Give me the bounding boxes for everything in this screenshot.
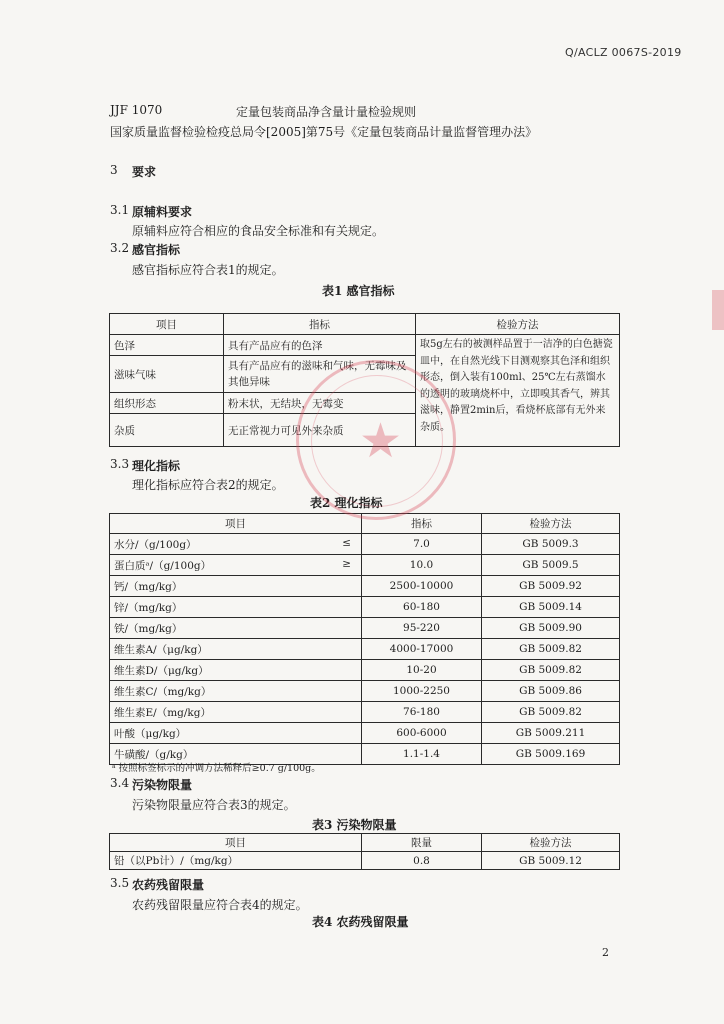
section-3-5-number: 3.5	[110, 876, 130, 890]
reference-2: 国家质量监督检验检疫总局令[2005]第75号《定量包装商品计量监督管理办法》	[110, 125, 538, 139]
row-item-label: 叶酸（μg/kg）	[114, 727, 187, 740]
row-item	[110, 702, 362, 723]
row-item	[110, 639, 362, 660]
physicochemical-table	[109, 513, 620, 765]
section-3-5-title: 农药残留限量	[132, 878, 205, 892]
row-limit: 0.8	[362, 852, 482, 870]
row-item: 杂质	[110, 414, 224, 447]
section-3-4-number: 3.4	[110, 776, 130, 790]
header-item: 项目	[110, 314, 224, 335]
section-3-number: 3	[110, 163, 118, 177]
row-comparison-symbol: ≥	[342, 557, 351, 570]
row-indicator: 1000-2250	[362, 681, 482, 702]
row-item: 铅（以Pb计）/（mg/kg）	[110, 852, 362, 870]
header-limit: 限量	[362, 834, 482, 852]
row-method: GB 5009.82	[482, 660, 620, 681]
section-3-4-body: 污染物限量应符合表3的规定。	[132, 798, 296, 812]
standard-code: Q/ACLZ 0067S-2019	[565, 46, 682, 59]
section-3-3-title: 理化指标	[132, 459, 181, 473]
row-method: GB 5009.12	[482, 852, 620, 870]
row-indicator: 600-6000	[362, 723, 482, 744]
table-row	[110, 335, 620, 356]
row-indicator: 60-180	[362, 597, 482, 618]
reference-1-code: JJF 1070	[110, 103, 163, 117]
row-comparison-symbol: ≤	[342, 536, 351, 549]
section-3-1-body: 原辅料应符合相应的食品安全标准和有关规定。	[132, 224, 385, 238]
table-row	[110, 723, 620, 744]
row-method: GB 5009.92	[482, 576, 620, 597]
table-header-row	[110, 834, 620, 852]
row-item-label: 水分/（g/100g）	[114, 538, 197, 551]
section-3-1-title: 原辅料要求	[132, 205, 193, 219]
row-method: GB 5009.14	[482, 597, 620, 618]
section-3-1-number: 3.1	[110, 203, 130, 217]
table-row	[110, 702, 620, 723]
header-indicator: 指标	[362, 514, 482, 534]
row-item-label: 维生素E/（mg/kg）	[114, 706, 212, 719]
row-method: GB 5009.82	[482, 639, 620, 660]
table-row	[110, 681, 620, 702]
reference-1-title: 定量包装商品净含量计量检验规则	[236, 105, 417, 119]
table-3-caption: 表3 污染物限量	[312, 818, 397, 832]
section-3-title: 要求	[132, 165, 157, 179]
header-item: 项目	[110, 514, 362, 534]
table-row	[110, 534, 620, 555]
row-indicator: 7.0	[362, 534, 482, 555]
header-method: 检验方法	[482, 834, 620, 852]
table-2-footnote: ᵃ 按照标签标示的冲调方法稀释后≥0.7 g/100g。	[112, 763, 321, 774]
row-indicator: 10-20	[362, 660, 482, 681]
row-indicator: 粉末状，无结块，无霉变	[224, 393, 416, 414]
row-item	[110, 555, 362, 576]
row-item	[110, 660, 362, 681]
row-indicator: 无正常视力可见外来杂质	[224, 414, 416, 447]
row-item-label: 维生素A/（μg/kg）	[114, 643, 208, 656]
table-2-caption: 表2 理化指标	[310, 496, 383, 510]
row-item-label: 蛋白质ᵃ/（g/100g）	[114, 559, 212, 572]
section-3-4-title: 污染物限量	[132, 778, 193, 792]
table-1-caption: 表1 感官指标	[322, 284, 395, 298]
row-item	[110, 723, 362, 744]
row-item	[110, 534, 362, 555]
table-row	[110, 639, 620, 660]
row-method: GB 5009.169	[482, 744, 620, 765]
row-method: GB 5009.86	[482, 681, 620, 702]
row-item	[110, 618, 362, 639]
row-indicator: 2500-10000	[362, 576, 482, 597]
edge-seal-mark	[712, 290, 724, 330]
header-indicator: 指标	[224, 314, 416, 335]
row-item: 组织形态	[110, 393, 224, 414]
section-3-2-body: 感官指标应符合表1的规定。	[132, 263, 284, 277]
row-method: GB 5009.3	[482, 534, 620, 555]
contaminant-table	[109, 833, 620, 870]
row-indicator: 4000-17000	[362, 639, 482, 660]
table-4-caption: 表4 农药残留限量	[312, 915, 409, 929]
row-item: 滋味气味	[110, 356, 224, 393]
header-method: 检验方法	[416, 314, 620, 335]
row-item	[110, 597, 362, 618]
stamp-star-icon: ★	[359, 413, 403, 469]
row-method: GB 5009.5	[482, 555, 620, 576]
page-number: 2	[602, 946, 609, 959]
section-3-3-number: 3.3	[110, 457, 130, 471]
table-row	[110, 660, 620, 681]
section-3-2-title: 感官指标	[132, 243, 181, 257]
row-indicator: 76-180	[362, 702, 482, 723]
row-item-label: 维生素C/（mg/kg）	[114, 685, 212, 698]
row-item: 色泽	[110, 335, 224, 356]
header-item: 项目	[110, 834, 362, 852]
row-indicator: 10.0	[362, 555, 482, 576]
red-seal-stamp	[296, 360, 456, 520]
row-indicator: 95-220	[362, 618, 482, 639]
row-method: GB 5009.90	[482, 618, 620, 639]
header-method: 检验方法	[482, 514, 620, 534]
row-item-label: 钙/（mg/kg）	[114, 580, 183, 593]
row-item-label: 锌/（mg/kg）	[114, 601, 183, 614]
row-indicator: 具有产品应有的滋味和气味，无霉味及其他异味	[224, 356, 416, 393]
section-3-2-number: 3.2	[110, 241, 130, 255]
table-row	[110, 852, 620, 870]
row-item-label: 铁/（mg/kg）	[114, 622, 183, 635]
section-3-5-body: 农药残留限量应符合表4的规定。	[132, 898, 308, 912]
table-row	[110, 555, 620, 576]
row-method: GB 5009.211	[482, 723, 620, 744]
row-method: GB 5009.82	[482, 702, 620, 723]
row-item	[110, 681, 362, 702]
row-indicator: 1.1-1.4	[362, 744, 482, 765]
sensory-method: 取5g左右的被测样品置于一洁净的白色搪瓷皿中，在自然光线下目测观察其色泽和组织形态，倒入装有100ml、25℃左右蒸馏水的透明的玻璃烧杯中，立即嗅其香气，辨其滋味，静置2min后，看烧杯底部有无外来杂质。	[416, 335, 620, 447]
table-row	[110, 597, 620, 618]
table-row	[110, 618, 620, 639]
section-3-3-body: 理化指标应符合表2的规定。	[132, 478, 284, 492]
table-row	[110, 576, 620, 597]
row-item-label: 牛磺酸/（g/kg）	[114, 748, 194, 761]
row-item-label: 维生素D/（μg/kg）	[114, 664, 209, 677]
table-header-row	[110, 314, 620, 335]
row-item	[110, 576, 362, 597]
row-indicator: 具有产品应有的色泽	[224, 335, 416, 356]
